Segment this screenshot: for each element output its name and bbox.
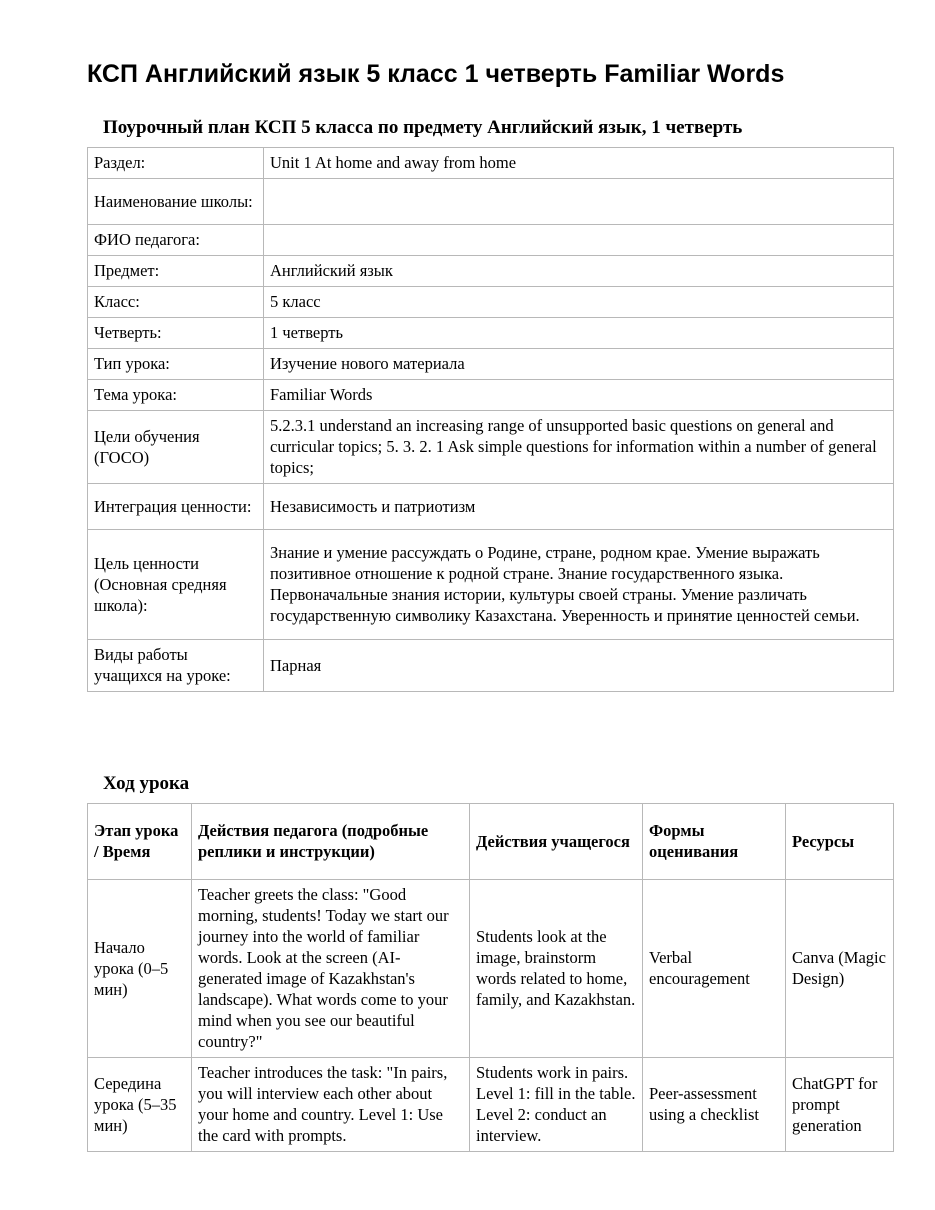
column-header-student-actions: Действия учащегося [470,804,643,880]
info-label: Интеграция ценности: [88,484,264,530]
info-label: Класс: [88,287,264,318]
lesson-progress-table [87,803,894,1152]
info-label: Наименование школы: [88,179,264,225]
lesson-info-table [87,147,894,692]
info-row-teacher [88,225,894,256]
info-value: Независимость и патриотизм [264,484,894,530]
document-title: КСП Английский язык 5 класс 1 четверть Familiar Words [87,60,785,88]
info-row-lesson-type [88,349,894,380]
info-row-topic [88,380,894,411]
info-value: 1 четверть [264,318,894,349]
column-header-assessment: Формы оценивания [643,804,786,880]
student-actions-cell: Students work in pairs. Level 1: fill in the table. Level 2: conduct an interview. [470,1058,643,1152]
lesson-stage-cell: Середина урока (5–35 мин) [88,1058,192,1152]
info-row-work-types [88,640,894,692]
info-value: 5 класс [264,287,894,318]
lesson-header-row [88,804,894,880]
info-value: 5.2.3.1 understand an increasing range of unsupported basic questions on general and curricular topics; 5. 3. 2. 1 Ask simple questions for information within a number of general topics; [264,411,894,484]
teacher-actions-cell: Teacher introduces the task: "In pairs, you will interview each other about your home and country. Level 1: Use the card with prompts. [192,1058,470,1152]
info-label: Раздел: [88,148,264,179]
table-row [88,1058,894,1152]
info-value: Знание и умение рассуждать о Родине, стране, родном крае. Умение выражать позитивное отношение к родной стране. Знание государственного языка. Первоначальные знания истории, культуры своей страны. Умение различать государственную символику Казахстана. Уверенность и принятие ценностей семьи. [264,530,894,640]
info-row-grade [88,287,894,318]
info-value: Парная [264,640,894,692]
info-row-value-goal [88,530,894,640]
column-header-teacher-actions: Действия педагога (подробные реплики и инструкции) [192,804,470,880]
info-row-quarter [88,318,894,349]
info-label: Тип урока: [88,349,264,380]
info-label: Цель ценности (Основная средняя школа): [88,530,264,640]
info-label: Цели обучения (ГОСО) [88,411,264,484]
column-header-stage: Этап урока / Время [88,804,192,880]
info-value [264,179,894,225]
lesson-progress-heading: Ход урока [103,773,190,794]
resources-cell: Canva (Magic Design) [786,880,894,1058]
info-label: Четверть: [88,318,264,349]
info-label: Предмет: [88,256,264,287]
info-label: Тема урока: [88,380,264,411]
lesson-stage-cell: Начало урока (0–5 мин) [88,880,192,1058]
plan-heading: Поурочный план КСП 5 класса по предмету Английский язык, 1 четверть [103,117,743,138]
info-label: Виды работы учащихся на уроке: [88,640,264,692]
info-row-subject [88,256,894,287]
info-row-section [88,148,894,179]
info-value [264,225,894,256]
teacher-actions-cell: Teacher greets the class: "Good morning, students! Today we start our journey into the world of familiar words. Look at the screen (AI-generated image of Kazakhstan's landscape). What words come to your mind when you see our beautiful country?" [192,880,470,1058]
assessment-cell: Verbal encouragement [643,880,786,1058]
resources-cell: ChatGPT for prompt generation [786,1058,894,1152]
student-actions-cell: Students look at the image, brainstorm words related to home, family, and Kazakhstan. [470,880,643,1058]
info-value: Английский язык [264,256,894,287]
info-value: Unit 1 At home and away from home [264,148,894,179]
assessment-cell: Peer-assessment using a checklist [643,1058,786,1152]
info-row-objectives [88,411,894,484]
info-value: Familiar Words [264,380,894,411]
info-row-value-integration [88,484,894,530]
column-header-resources: Ресурсы [786,804,894,880]
info-row-school [88,179,894,225]
info-value: Изучение нового материала [264,349,894,380]
info-label: ФИО педагога: [88,225,264,256]
table-row [88,880,894,1058]
